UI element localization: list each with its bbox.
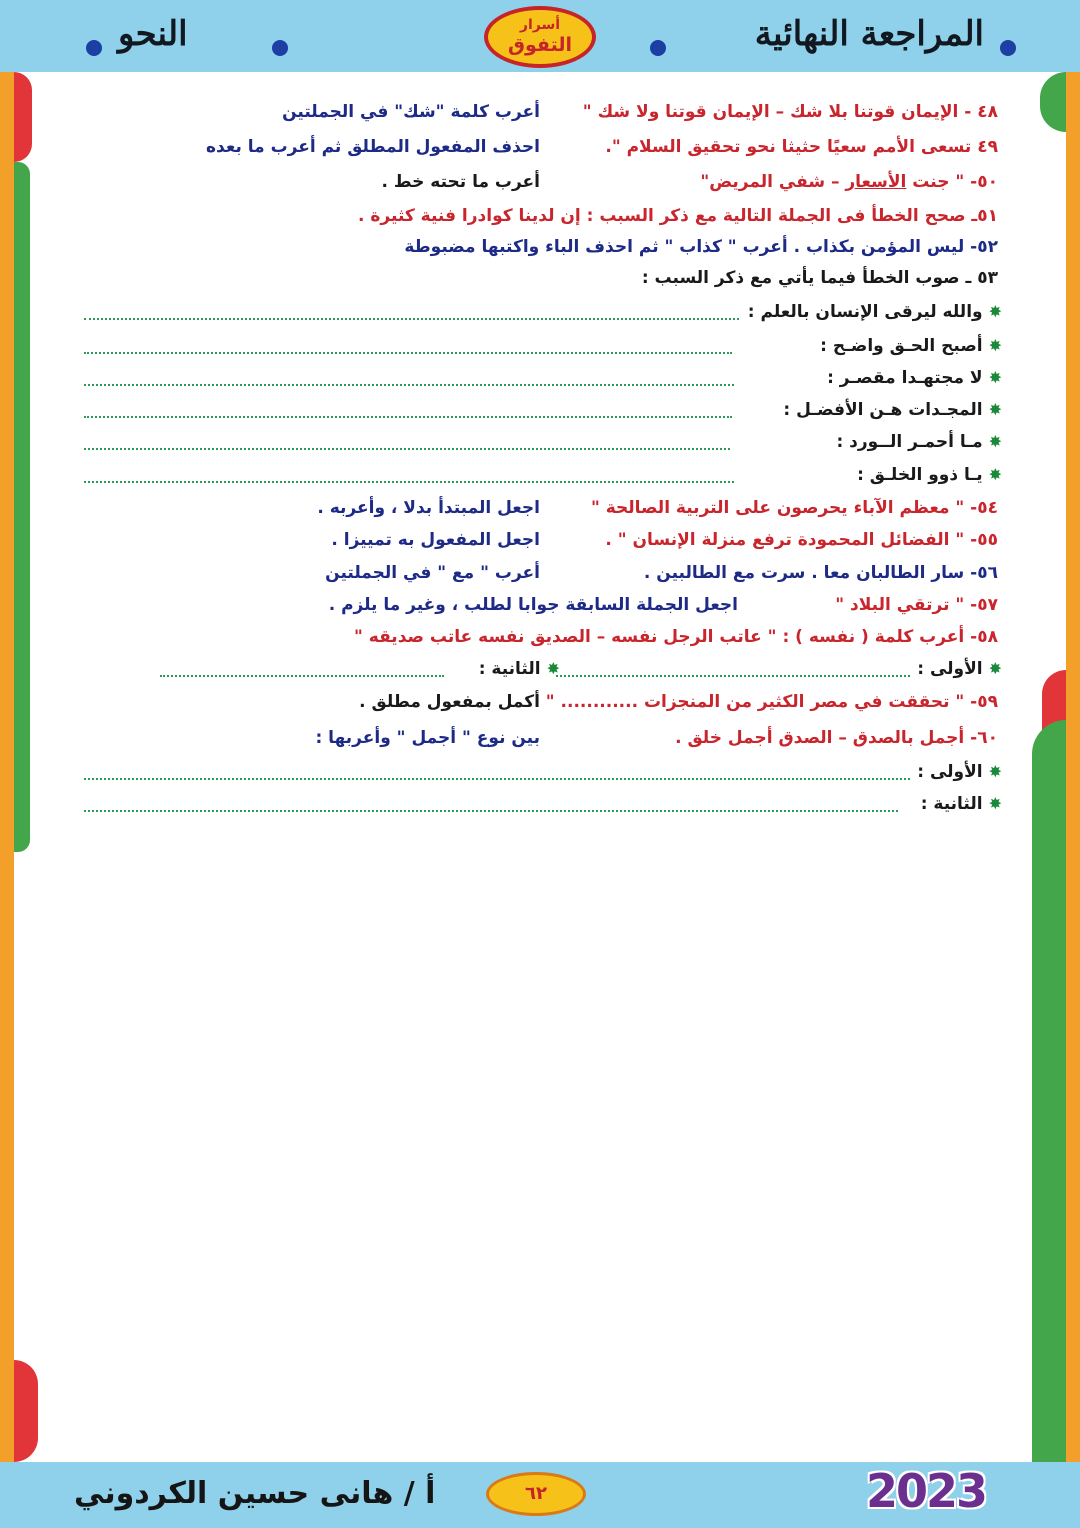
header-title-right: المراجعة النهائية	[754, 14, 984, 54]
left-border-stripe	[0, 72, 14, 1462]
answer-line	[84, 778, 910, 780]
answer-line	[160, 675, 444, 677]
page-number: ٦٢	[486, 1472, 586, 1516]
author-name: أ / هانى حسين الكردوني	[74, 1476, 436, 1511]
logo-line-1: أسرار	[519, 17, 561, 33]
question-57: ٥٧- " ترتقي البلاد "	[835, 595, 998, 615]
question-56: ٥٦- سار الطالبان معا . سرت مع الطالبين .	[643, 563, 998, 583]
q54-instruction: اجعل المبتدأ بدلا ، وأعربه .	[317, 498, 540, 518]
q58-second: ✸الثانية :	[478, 659, 560, 679]
question-52: ٥٢- ليس المؤمن بكذاب . أعرب " كذاب " ثم احذف الباء واكتبها مضبوطة	[404, 237, 998, 257]
answer-line	[556, 675, 910, 677]
year-badge: 2023	[866, 1464, 987, 1518]
bullet-icon: ✸	[988, 659, 1002, 678]
logo-line-2: التفوق	[508, 34, 572, 56]
question-60: ٦٠- أجمل بالصدق – الصدق أجمل خلق .	[675, 728, 998, 748]
question-50	[700, 170, 998, 194]
question-54: ٥٤- " معظم الآباء يحرصون على التربية الصالحة "	[590, 498, 998, 518]
bullet-icon: ✸	[988, 762, 1002, 781]
answer-line	[84, 810, 898, 812]
q53-item-5: ✸مـا أحمـر الــورد :	[836, 432, 1002, 452]
series-logo	[484, 6, 596, 68]
q48-instruction: أعرب كلمة "شك" في الجملتين	[282, 102, 540, 122]
right-border-green-accent-mid	[1032, 720, 1066, 1462]
left-border-red-accent	[14, 72, 32, 162]
bullet-icon: ✸	[988, 368, 1002, 387]
header-dot-right-outer	[1000, 40, 1016, 56]
page-header	[0, 0, 1080, 72]
right-border-stripe	[1066, 72, 1080, 1462]
right-border-green-accent	[1040, 72, 1066, 132]
left-border-red-accent-bottom	[14, 1360, 38, 1462]
left-border-green-accent	[14, 162, 30, 852]
bullet-icon: ✸	[988, 794, 1002, 813]
question-51	[358, 204, 998, 228]
answer-line	[84, 448, 730, 450]
q57-instruction: اجعل الجملة السابقة جوابا لطلب ، وغير ما يلزم .	[328, 595, 738, 615]
answer-line	[84, 318, 739, 320]
q50-underlined-word: الأسعار	[845, 172, 907, 192]
q53-item-2: ✸أصبح الحـق واضـح :	[820, 336, 1002, 356]
page-footer	[0, 1462, 1080, 1528]
q50-text-post: – شفي المريض"	[700, 172, 846, 192]
q53-item-4: ✸المجـدات هـن الأفضـل :	[783, 400, 1002, 420]
question-49: ٤٩ تسعى الأمم سعيًا حثيثا نحو تحقيق السلام ".	[605, 137, 998, 157]
q55-instruction: اجعل المفعول به تمييزا .	[331, 530, 540, 550]
answer-line	[84, 481, 734, 483]
header-dot-right-inner	[650, 40, 666, 56]
q60-second: ✸الثانية :	[920, 794, 1002, 814]
question-53: ٥٣ ـ صوب الخطأ فيما يأتي مع ذكر السبب :	[641, 268, 998, 288]
q60-first: ✸الأولى :	[917, 762, 1002, 782]
q56-instruction: أعرب " مع " في الجملتين	[325, 563, 540, 583]
answer-line	[84, 416, 732, 418]
q59-instruction: أكمل بمفعول مطلق .	[359, 692, 540, 712]
bullet-icon: ✸	[988, 336, 1002, 355]
q50-text-pre: ٥٠- " جنت	[906, 172, 998, 192]
q58-first: ✸الأولى :	[917, 659, 1002, 679]
q60-instruction: بين نوع " أجمل " وأعربها :	[315, 728, 540, 748]
answer-line	[84, 384, 734, 386]
question-55: ٥٥- " الفضائل المحمودة ترفع منزلة الإنسان " .	[605, 530, 998, 550]
header-title-left: النحو	[118, 14, 188, 54]
q49-instruction: احذف المفعول المطلق ثم أعرب ما بعده	[206, 137, 540, 157]
bullet-icon: ✸	[988, 400, 1002, 419]
header-dot-left-outer	[86, 40, 102, 56]
bullet-icon: ✸	[988, 432, 1002, 451]
q53-item-6: ✸يـا ذوو الخلـق :	[857, 465, 1002, 485]
answer-line	[84, 352, 732, 354]
bullet-icon: ✸	[988, 302, 1002, 321]
bullet-icon: ✸	[546, 659, 560, 678]
q53-item-1: ✸والله ليرقى الإنسان بالعلم :	[747, 302, 1002, 322]
q53-item-3: ✸لا مجتهـدا مقصـر :	[827, 368, 1002, 388]
bullet-icon: ✸	[988, 465, 1002, 484]
header-dot-left-inner	[272, 40, 288, 56]
q51-text: ٥١ـ صحح الخطأ فى الجملة التالية مع ذكر السبب :	[586, 206, 998, 226]
question-58: ٥٨- أعرب كلمة ( نفسه ) : " عاتب الرجل نفسه – الصديق نفسه عاتب صديقه "	[353, 627, 998, 647]
question-59: ٥٩- " تحققت في مصر الكثير من المنجزات ............ "	[545, 692, 998, 712]
q50-instruction: أعرب ما تحته خط .	[381, 172, 540, 192]
q51-example: إن لدينا كوادرا فنية كثيرة .	[358, 206, 581, 226]
question-48: ٤٨ - الإيمان قوتنا بلا شك – الإيمان قوتنا ولا شك "	[582, 102, 998, 122]
